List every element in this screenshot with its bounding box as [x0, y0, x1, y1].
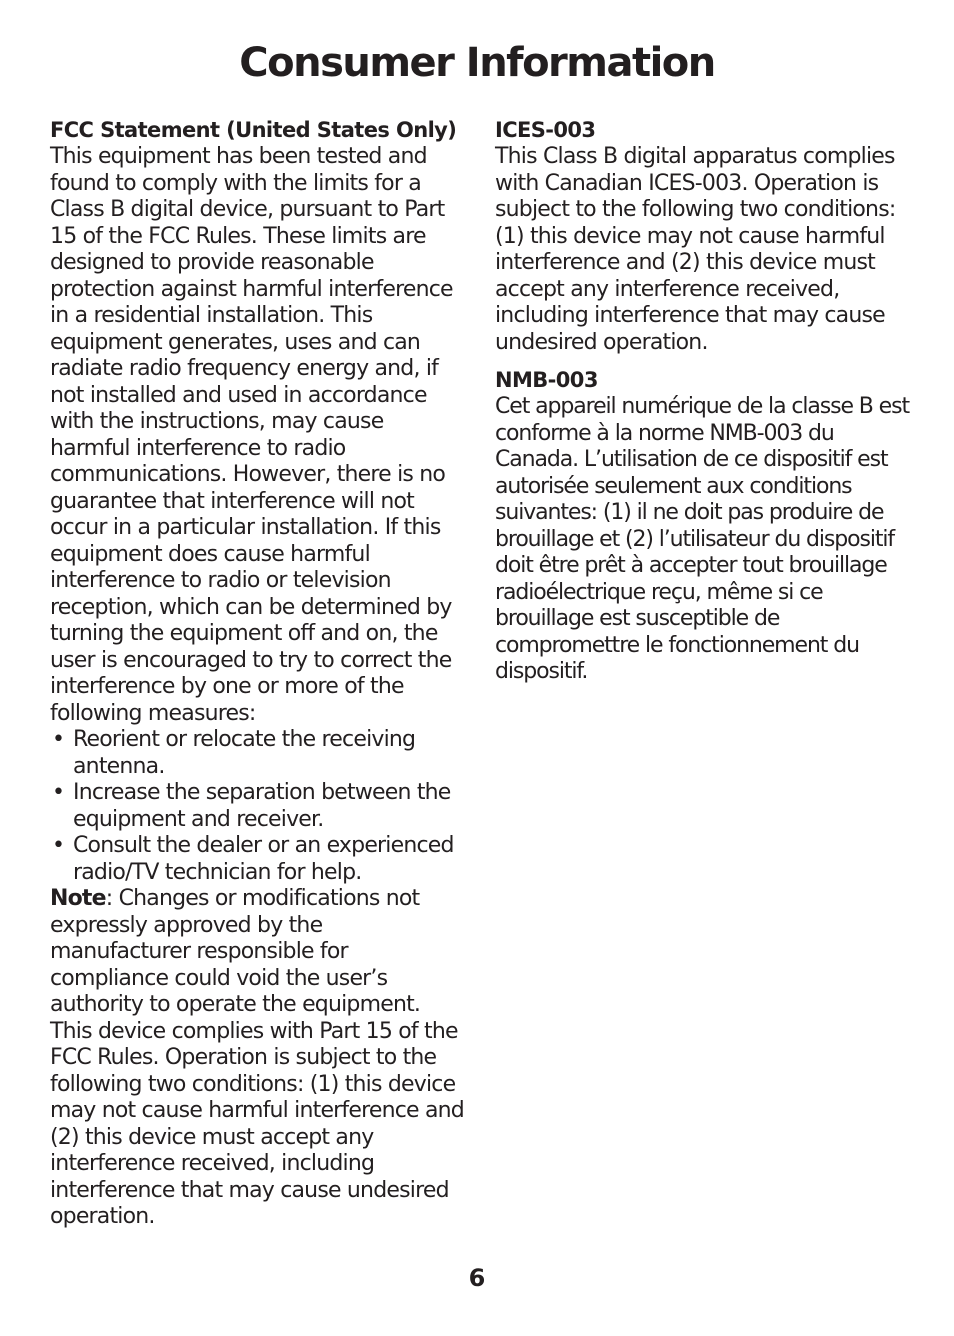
left-column — [50, 116, 468, 1241]
ices-body: This Class B digital apparatus complies with Canadian ICES-003. Operation is subject to the following two conditions: (1) this device may not cause harmful interference and (2) this device must accept any interference received, including interference that may cause undesired operation. — [495, 144, 896, 355]
list-item-text: Increase the separation between the equipment and receiver. — [73, 780, 451, 832]
list-item — [50, 727, 468, 780]
note-body: : Changes or modifications not expressly approved by the manufacturer responsible for compliance could void the user’s authority to operate the equipment. This device complies with Part 15 of the FCC Rules. Operation is subject to the following two conditions: (1) this device may not cause harmful interference and (2) this device must accept any interference received, including interference that may cause undesired operation. — [50, 886, 464, 1229]
nmb-heading: NMB-003 — [495, 368, 598, 392]
nmb-section — [495, 366, 915, 686]
bullet-icon: • — [52, 780, 65, 805]
fcc-measures-list — [50, 727, 468, 886]
page-title: Consumer Information — [239, 40, 715, 86]
list-item-text: Consult the dealer or an experienced radio/TV technician for help. — [73, 833, 454, 885]
ices-heading: ICES-003 — [495, 118, 596, 142]
fcc-heading: FCC Statement (United States Only) — [50, 118, 457, 142]
ices-section — [495, 116, 915, 356]
nmb-body: Cet appareil numérique de la classe B est conforme à la norme NMB-003 du Canada. L’utilisation de ce dispositif est autorisée seulement aux conditions suivantes: (1) il ne doit pas produire de brouillage et (2) l’utilisateur du dispositif doit être prêt à accepter tout brouillage radioélectrique reçu, même si ce brouillage est susceptible de compromettre le fonctionnement du dispositif. — [495, 394, 909, 684]
list-item — [50, 833, 468, 886]
right-column — [495, 116, 915, 696]
fcc-section — [50, 116, 468, 1231]
note-label: Note — [50, 886, 106, 911]
bullet-icon: • — [52, 833, 65, 858]
bullet-icon: • — [52, 727, 65, 752]
list-item-text: Reorient or relocate the receiving antenna. — [73, 727, 416, 779]
fcc-body: This equipment has been tested and found to comply with the limits for a Class B digital device, pursuant to Part 15 of the FCC Rules. These limits are designed to provide reasonable protection against harmful interference in a residential installation. This equipment generates, uses and can radiate radio frequency energy and, if not installed and used in accordance with the instructions, may cause harmful interference to radio communications. However, there is no guarantee that interference will not occur in a particular installation. If this equipment does cause harmful interference to radio or television reception, which can be determined by turning the equipment off and on, the user is encouraged to try to correct the interference by one or more of the following measures: — [50, 144, 453, 726]
fcc-note — [50, 886, 468, 1231]
page-number: 6 — [468, 1264, 486, 1292]
list-item — [50, 780, 468, 833]
